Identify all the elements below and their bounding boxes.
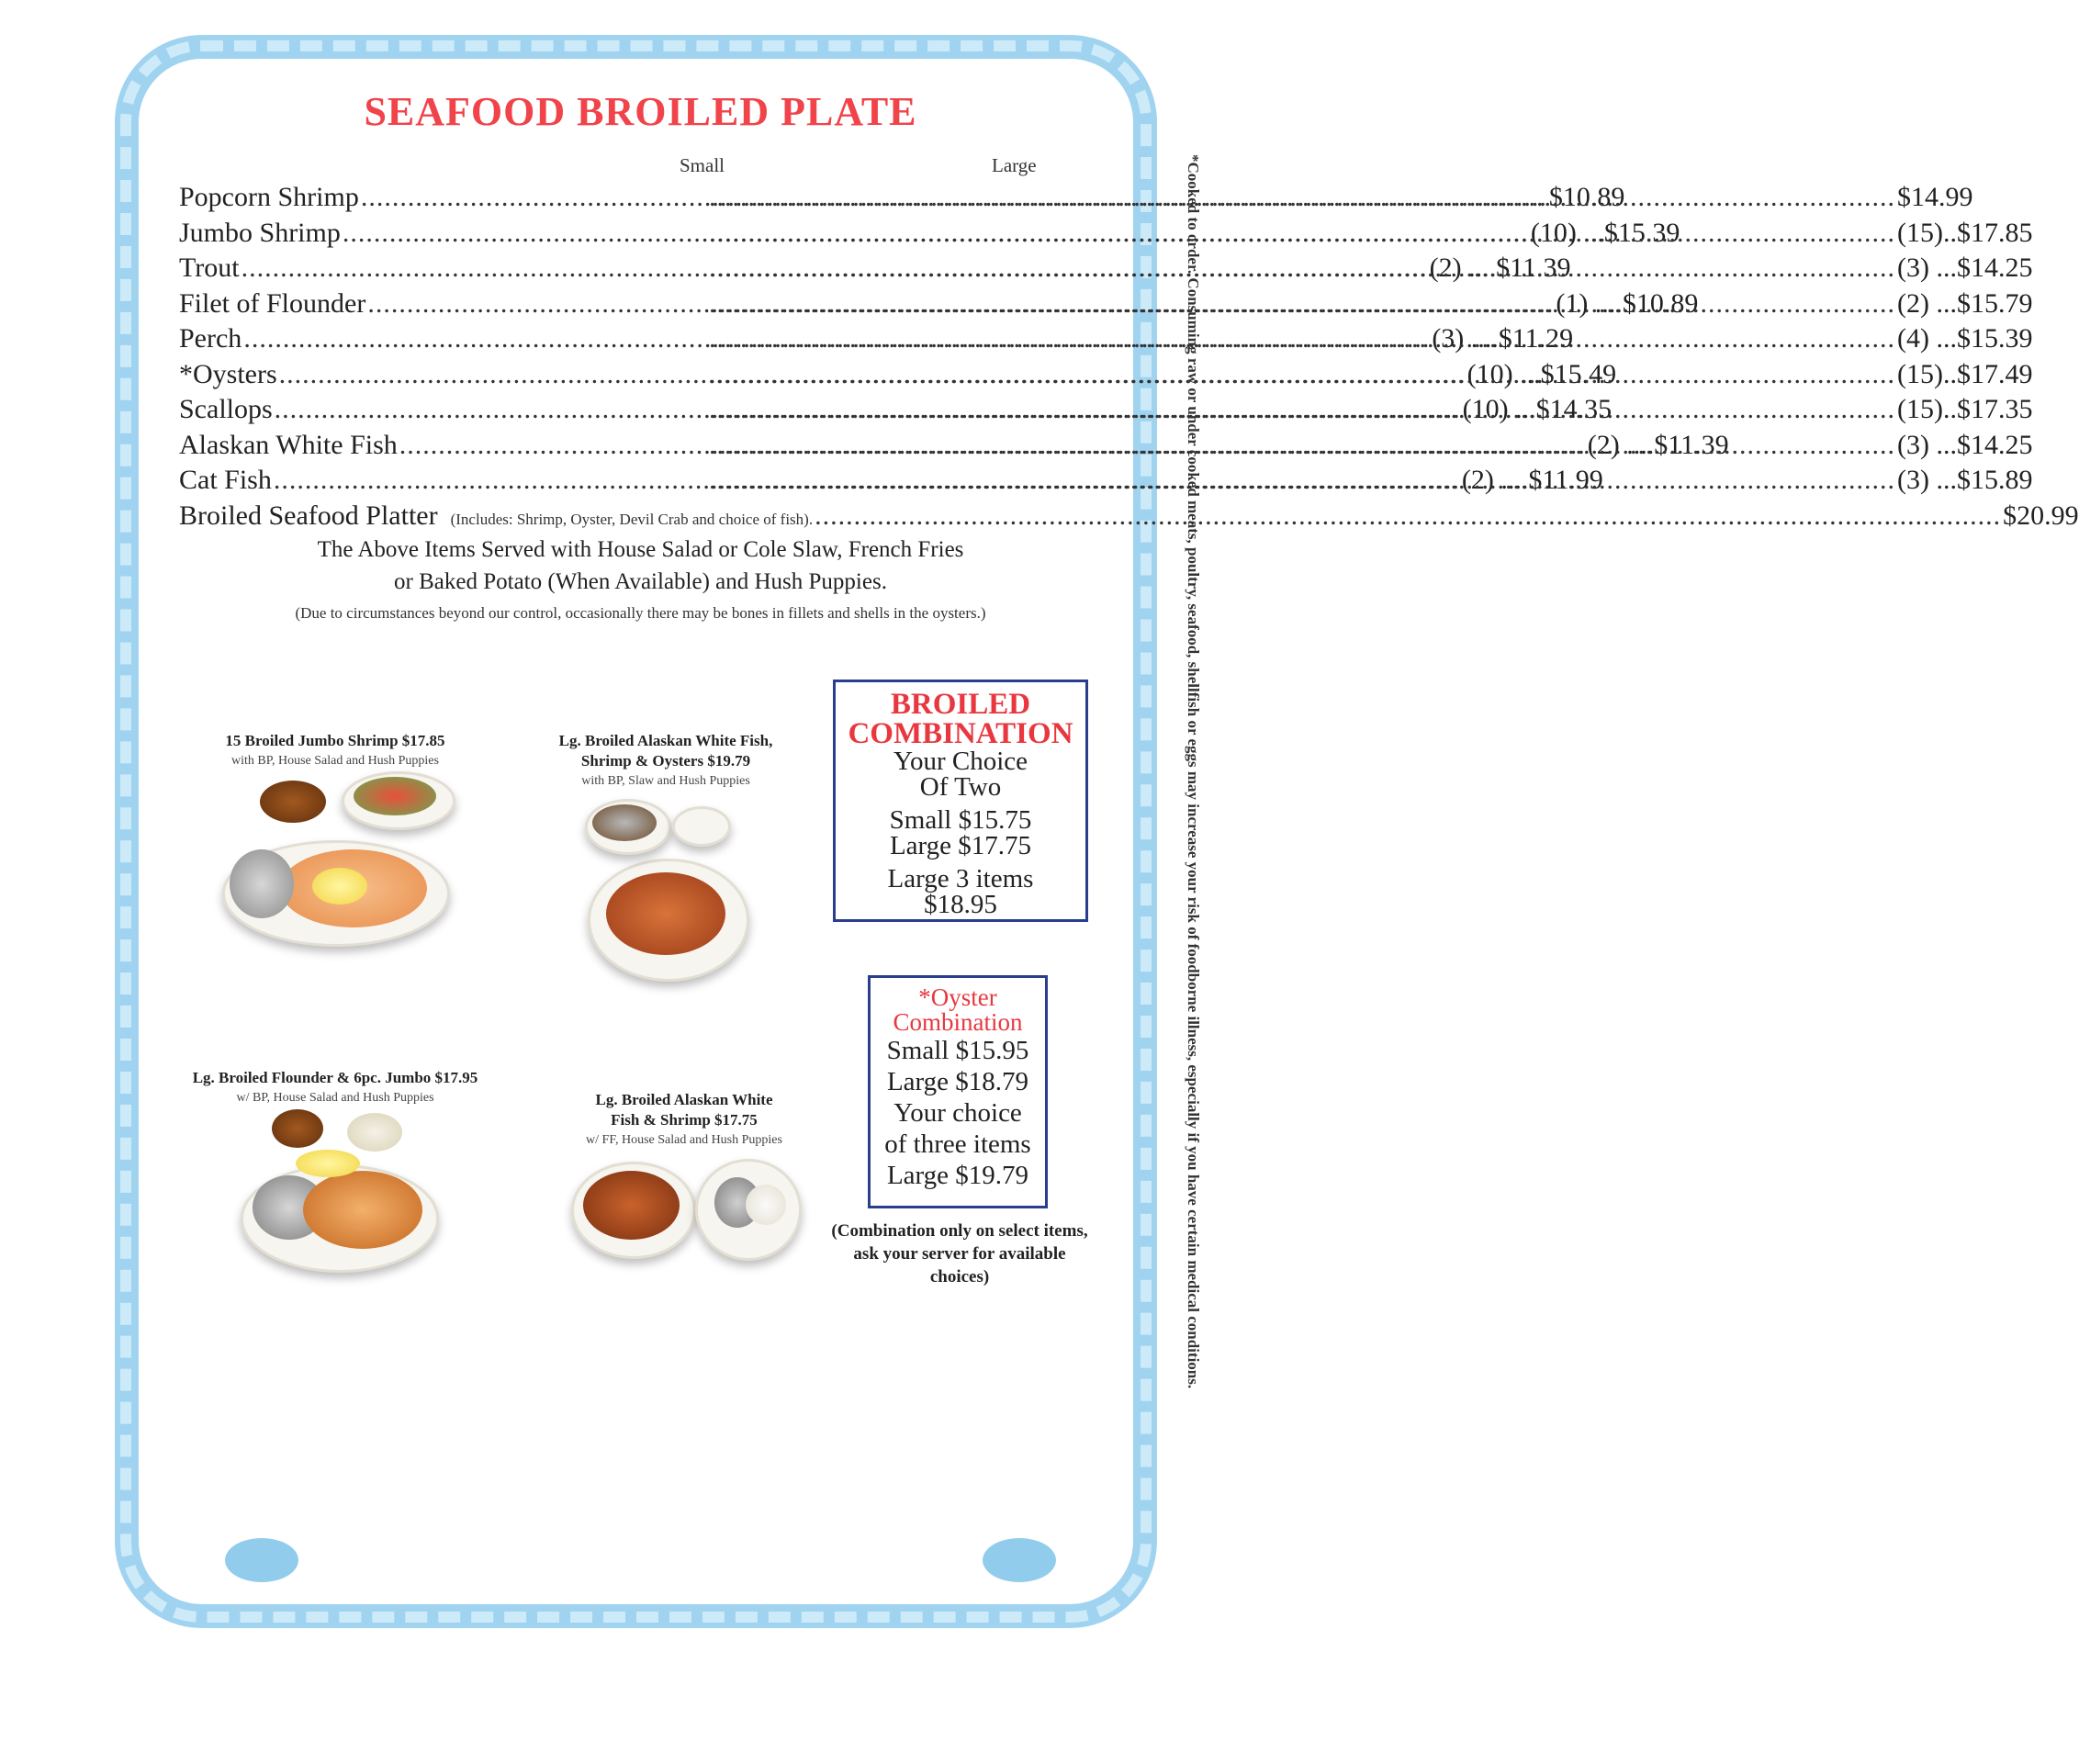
item-large-price: $17.49 — [1956, 358, 2033, 389]
item-name: Cat Fish — [179, 465, 272, 495]
photo-caption-2 — [523, 731, 808, 792]
menu-item — [179, 465, 2033, 500]
photo-title-line-2: Shrimp & Oysters $19.79 — [580, 752, 751, 770]
dot-leader — [709, 394, 1895, 425]
menu-item — [179, 323, 2033, 359]
column-header-small: Small — [680, 154, 725, 176]
item-large-count: (4) ... — [1897, 323, 1957, 354]
item-small-count: (10) ... — [1530, 217, 1604, 248]
photo-title-line-2: Fish & Shrimp $17.75 — [611, 1111, 758, 1129]
photo-title: Lg. Broiled Flounder & 6pc. Jumbo $17.95 — [192, 1069, 478, 1086]
oyster-large3-price: Large $19.79 — [886, 1161, 1029, 1190]
item-large-price: $15.79 — [1956, 287, 2033, 319]
oyster-choice-line-2: of three items — [884, 1129, 1031, 1159]
item-small-count: (10) ... — [1462, 394, 1536, 424]
item-large-price: $14.25 — [1956, 253, 2033, 283]
item-small-price: $11.39 — [1496, 253, 1571, 283]
dot-leader — [815, 500, 2001, 532]
item-small-count: (10) ... — [1467, 358, 1541, 389]
item-small-price: $15.49 — [1540, 358, 1617, 389]
rope-knot-right — [983, 1538, 1056, 1582]
photo-caption-3 — [184, 1068, 487, 1108]
item-large-count: (3) ... — [1897, 465, 1957, 495]
rope-knot-left — [225, 1538, 298, 1582]
item-small-price: $11.99 — [1528, 465, 1603, 495]
combo-heading-line-1: BROILED — [890, 688, 1031, 721]
photo-caption-4 — [556, 1090, 813, 1151]
dot-leader — [709, 253, 1895, 284]
item-large-count: (2) ... — [1897, 287, 1957, 319]
menu-item — [179, 253, 2033, 288]
item-small-price: $10.89 — [1622, 287, 1699, 319]
item-name: Perch — [179, 323, 242, 354]
photo-title-line-1: Lg. Broiled Alaskan White — [595, 1091, 773, 1108]
platter-price: $20.99 — [2003, 500, 2079, 531]
item-large-count: (15).. — [1897, 217, 1957, 248]
broiled-combination-box — [833, 680, 1088, 922]
dot-leader — [709, 182, 1895, 213]
combo-heading-line-2: COMBINATION — [848, 717, 1073, 750]
combo-choice-line-1: Your Choice — [893, 747, 1028, 776]
oyster-heading-line-2: Combination — [893, 1008, 1023, 1036]
dot-leader — [709, 323, 1895, 354]
item-large-count: (15).. — [1897, 394, 1957, 424]
item-small-count: (2) .... — [1429, 253, 1497, 283]
item-small-price: $15.39 — [1603, 217, 1680, 248]
menu-item — [179, 429, 2033, 466]
item-small-price: $10.89 — [1548, 182, 1625, 212]
item-large-count: (3) ... — [1897, 429, 1957, 460]
item-small-count: (2) .... — [1587, 429, 1655, 460]
served-with-line-1: The Above Items Served with House Salad or Cole Slaw, French Fries — [317, 537, 964, 562]
item-name: Popcorn Shrimp — [179, 182, 359, 212]
item-small-price: $11.39 — [1654, 429, 1729, 460]
oyster-large-price: Large $18.79 — [886, 1067, 1029, 1096]
photo-subtitle: with BP, House Salad and Hush Puppies — [231, 754, 439, 768]
combo-small-price: Small $15.75 — [889, 805, 1032, 835]
bones-disclaimer: (Due to circumstances beyond our control, occasionally there may be bones in fillets and shells in the oysters.) — [295, 604, 986, 622]
menu-item — [179, 394, 2033, 430]
oyster-heading-line-1: *Oyster — [918, 983, 997, 1011]
photo-title: 15 Broiled Jumbo Shrimp $17.85 — [225, 732, 445, 749]
item-name: Filet of Flounder — [179, 287, 366, 319]
combination-note: (Combination only on select items, ask your server for available choices) — [831, 1221, 1088, 1286]
dot-leader — [709, 465, 1895, 496]
combo-choice-line-2: Of Two — [919, 772, 1002, 802]
menu-list — [179, 182, 2079, 535]
oyster-combination-box — [868, 975, 1048, 1208]
column-header-large: Large — [992, 154, 1037, 176]
photo-subtitle: w/ FF, House Salad and Hush Puppies — [586, 1133, 782, 1147]
item-large-price: $17.35 — [1956, 394, 2033, 424]
menu-item — [179, 358, 2033, 395]
photo-subtitle: with BP, Slaw and Hush Puppies — [581, 774, 750, 788]
combo-large3-line-2: $18.95 — [924, 890, 997, 919]
item-large-price: $17.85 — [1956, 217, 2033, 248]
dot-leader — [709, 218, 1895, 249]
photo-subtitle: w/ BP, House Salad and Hush Puppies — [236, 1091, 434, 1105]
platter-item — [179, 500, 2079, 536]
combo-large-price: Large $17.75 — [889, 831, 1032, 860]
item-name: Scallops — [179, 394, 273, 424]
combo-large3-line-1: Large 3 items — [887, 864, 1034, 893]
item-small-price: $11.29 — [1498, 323, 1574, 354]
item-large-price: $15.89 — [1956, 465, 2033, 495]
raw-food-warning: *Cooked to order. Consuming raw or under cooked meats, poultry, seafood, shellfish or eggs may increase your risk of foodborne illness, especially if you have certain medical conditions. — [1185, 154, 1202, 1389]
photo-caption-1 — [184, 731, 487, 771]
item-large-price: $14.25 — [1956, 429, 2033, 460]
item-large-price: $15.39 — [1956, 323, 2033, 354]
menu-title: SEAFOOD BROILED PLATE — [364, 89, 917, 134]
item-small-count: (3) .... — [1432, 323, 1499, 354]
item-large-price: $14.99 — [1897, 182, 1973, 212]
item-name: *Oysters — [179, 358, 277, 389]
served-with-line-2: or Baked Potato (When Available) and Hush Puppies. — [394, 569, 887, 594]
dot-leader — [709, 359, 1895, 390]
item-large-count: (15).. — [1897, 358, 1957, 389]
oyster-small-price: Small $15.95 — [886, 1036, 1029, 1065]
item-small-price: $14.35 — [1535, 394, 1613, 424]
item-small-count: (2) .... — [1461, 465, 1529, 495]
dot-leader — [709, 430, 1895, 461]
dot-leader — [709, 288, 1895, 320]
menu-item — [179, 217, 2033, 253]
item-small-count: (1) .... — [1556, 287, 1623, 319]
photo-title-line-1: Lg. Broiled Alaskan White Fish, — [558, 732, 773, 749]
menu-item — [179, 287, 2033, 324]
oyster-choice-line-1: Your choice — [893, 1098, 1022, 1128]
item-name: Alaskan White Fish — [179, 429, 398, 460]
item-large-count: (3) ... — [1897, 253, 1957, 283]
item-name: Trout — [179, 253, 240, 283]
platter-name: Broiled Seafood Platter — [179, 500, 438, 531]
menu-item — [179, 182, 1973, 218]
item-name: Jumbo Shrimp — [179, 217, 341, 248]
platter-note: (Includes: Shrimp, Oyster, Devil Crab and choice of fish). — [450, 510, 814, 528]
